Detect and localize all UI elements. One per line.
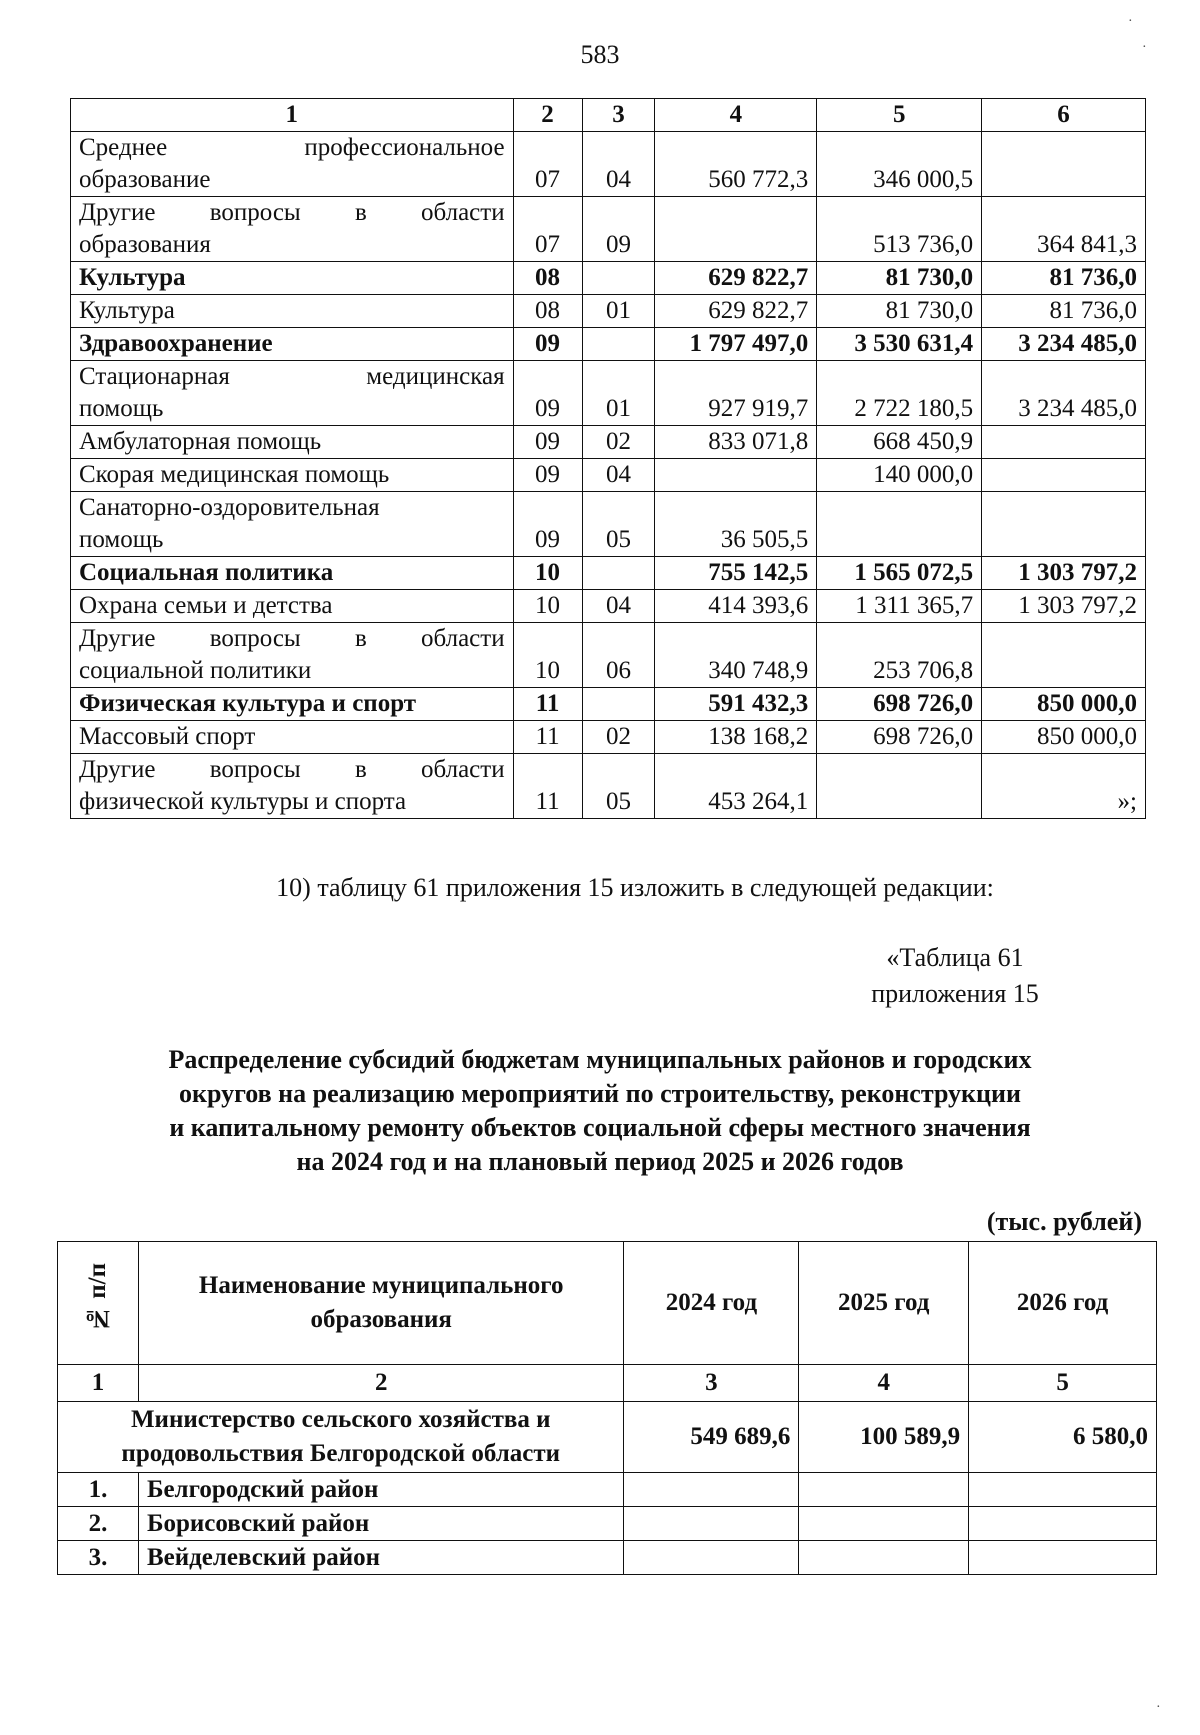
- ministry-2026: 6 580,0: [969, 1402, 1157, 1473]
- row-subsection-code: 01: [582, 361, 655, 426]
- district-value: [624, 1541, 799, 1575]
- row-value-col4: 414 393,6: [655, 590, 817, 623]
- row-section-code: 10: [513, 557, 582, 590]
- row-section-code: 11: [513, 754, 582, 819]
- table-row: [71, 492, 1146, 557]
- table-row: [71, 754, 1146, 819]
- annex-line: приложения 15: [871, 979, 1039, 1008]
- district-value: [624, 1507, 799, 1541]
- row-value-col4: 927 919,7: [655, 361, 817, 426]
- row-value-col6: [982, 492, 1146, 557]
- row-section-code: 07: [513, 197, 582, 262]
- row-subsection-code: 02: [582, 426, 655, 459]
- header-2024: 2024 год: [624, 1242, 799, 1365]
- annex-reference: [855, 940, 1055, 1012]
- district-value: [799, 1507, 969, 1541]
- column-number: 4: [799, 1365, 969, 1402]
- table-row: [71, 132, 1146, 197]
- row-value-col6: [982, 623, 1146, 688]
- row-name-line: Санаторно-оздоровительная: [79, 494, 380, 521]
- instruction-text: 10) таблицу 61 приложения 15 изложить в следующей редакции:: [276, 873, 994, 902]
- ministry-name-line: продовольствия Белгородской области: [121, 1440, 561, 1467]
- row-subsection-code: 05: [582, 754, 655, 819]
- row-value-col6: 3 234 485,0: [982, 328, 1146, 361]
- row-value-col5: 140 000,0: [817, 459, 982, 492]
- table-header-row: [71, 99, 1146, 132]
- scan-mark: ·: [1156, 1700, 1161, 1715]
- title-line: Распределение субсидий бюджетам муниципальных районов и городских: [168, 1045, 1032, 1074]
- table-row: [71, 361, 1146, 426]
- header-name-cell: [138, 1242, 624, 1365]
- row-name-line: Среднее профессиональное: [79, 134, 505, 161]
- row-value-col6: [982, 459, 1146, 492]
- row-value-col5: 2 722 180,5: [817, 361, 982, 426]
- row-name-line: Стационарная медицинская: [79, 363, 505, 390]
- table-row: [71, 197, 1146, 262]
- table-row: [71, 721, 1146, 754]
- row-section-code: 08: [513, 262, 582, 295]
- ministry-row: [58, 1402, 1157, 1473]
- row-subsection-code: [582, 328, 655, 361]
- row-section-code: 09: [513, 459, 582, 492]
- row-value-col4: [655, 459, 817, 492]
- district-name: Белгородский район: [138, 1473, 624, 1507]
- row-name: [71, 754, 514, 819]
- district-index: 3.: [58, 1541, 139, 1575]
- row-section-code: 11: [513, 688, 582, 721]
- row-name-line: образование: [79, 166, 211, 193]
- row-value-col5: 3 530 631,4: [817, 328, 982, 361]
- row-value-col4: 629 822,7: [655, 295, 817, 328]
- header-cell: 2: [513, 99, 582, 132]
- row-value-col5: 668 450,9: [817, 426, 982, 459]
- table-row: [71, 426, 1146, 459]
- row-name-line: социальной политики: [79, 657, 312, 684]
- row-name: Культура: [71, 295, 514, 328]
- row-name: Амбулаторная помощь: [71, 426, 514, 459]
- table-row: [71, 328, 1146, 361]
- district-row: [58, 1507, 1157, 1541]
- header-cell: 5: [817, 99, 982, 132]
- header-number-cell: [58, 1242, 139, 1365]
- row-subsection-code: 06: [582, 623, 655, 688]
- row-subsection-code: [582, 262, 655, 295]
- row-value-col6: 81 736,0: [982, 295, 1146, 328]
- row-value-col4: 591 432,3: [655, 688, 817, 721]
- row-section-code: 09: [513, 361, 582, 426]
- row-value-col4: 1 797 497,0: [655, 328, 817, 361]
- column-number-row: [58, 1365, 1157, 1402]
- row-value-col5: 513 736,0: [817, 197, 982, 262]
- row-name: [71, 197, 514, 262]
- row-value-col5: [817, 492, 982, 557]
- subsidy-table: [57, 1241, 1157, 1575]
- district-value: [799, 1473, 969, 1507]
- column-number: 5: [969, 1365, 1157, 1402]
- row-name: Здравоохранение: [71, 328, 514, 361]
- table-row: [71, 590, 1146, 623]
- table-row: [71, 557, 1146, 590]
- row-section-code: 10: [513, 590, 582, 623]
- row-subsection-code: 04: [582, 590, 655, 623]
- row-name: [71, 492, 514, 557]
- column-number: 1: [58, 1365, 139, 1402]
- row-value-col6: [982, 132, 1146, 197]
- title-line: на 2024 год и на плановый период 2025 и 2026 годов: [296, 1147, 904, 1176]
- district-row: [58, 1473, 1157, 1507]
- row-value-col4: 36 505,5: [655, 492, 817, 557]
- column-number: 3: [624, 1365, 799, 1402]
- row-subsection-code: 05: [582, 492, 655, 557]
- row-subsection-code: 09: [582, 197, 655, 262]
- table-row: [71, 623, 1146, 688]
- page-number: 583: [580, 40, 620, 69]
- row-name-line: Другие вопросы в области: [79, 756, 505, 783]
- row-value-col6: [982, 426, 1146, 459]
- ministry-2024: 549 689,6: [624, 1402, 799, 1473]
- row-value-col5: 698 726,0: [817, 688, 982, 721]
- row-value-col4: 629 822,7: [655, 262, 817, 295]
- row-value-col4: 453 264,1: [655, 754, 817, 819]
- district-value: [799, 1541, 969, 1575]
- header-number: № п/п: [83, 1263, 111, 1333]
- row-subsection-code: 04: [582, 132, 655, 197]
- table-row: [71, 688, 1146, 721]
- subsidy-header-row: [58, 1242, 1157, 1365]
- row-name: Скорая медицинская помощь: [71, 459, 514, 492]
- row-name: Массовый спорт: [71, 721, 514, 754]
- row-value-col6: »;: [982, 754, 1146, 819]
- row-value-col4: 560 772,3: [655, 132, 817, 197]
- row-value-col5: 1 565 072,5: [817, 557, 982, 590]
- row-subsection-code: [582, 688, 655, 721]
- row-value-col6: 3 234 485,0: [982, 361, 1146, 426]
- district-row: [58, 1541, 1157, 1575]
- annex-line: «Таблица 61: [886, 943, 1024, 972]
- row-section-code: 08: [513, 295, 582, 328]
- row-section-code: 09: [513, 426, 582, 459]
- district-value: [624, 1473, 799, 1507]
- row-value-col4: 138 168,2: [655, 721, 817, 754]
- row-subsection-code: [582, 557, 655, 590]
- row-section-code: 10: [513, 623, 582, 688]
- row-value-col6: 81 736,0: [982, 262, 1146, 295]
- row-name-line: помощь: [79, 526, 164, 553]
- row-name: Охрана семьи и детства: [71, 590, 514, 623]
- header-2025: 2025 год: [799, 1242, 969, 1365]
- scan-mark: ·: [1128, 14, 1133, 29]
- row-name: [71, 361, 514, 426]
- row-name: [71, 132, 514, 197]
- row-value-col5: 346 000,5: [817, 132, 982, 197]
- row-value-col5: [817, 754, 982, 819]
- row-name-line: помощь: [79, 395, 164, 422]
- district-name: Вейделевский район: [138, 1541, 624, 1575]
- row-value-col6: 1 303 797,2: [982, 590, 1146, 623]
- table-row: [71, 262, 1146, 295]
- row-value-col5: 1 311 365,7: [817, 590, 982, 623]
- row-section-code: 07: [513, 132, 582, 197]
- header-cell: 3: [582, 99, 655, 132]
- ministry-name: [58, 1402, 624, 1473]
- row-section-code: 11: [513, 721, 582, 754]
- row-subsection-code: 04: [582, 459, 655, 492]
- document-title: [110, 1043, 1090, 1179]
- row-section-code: 09: [513, 328, 582, 361]
- row-name: Социальная политика: [71, 557, 514, 590]
- row-section-code: 09: [513, 492, 582, 557]
- district-index: 1.: [58, 1473, 139, 1507]
- header-cell: 1: [71, 99, 514, 132]
- row-name: [71, 623, 514, 688]
- table-row: [71, 459, 1146, 492]
- header-name-line: Наименование муниципального: [198, 1272, 564, 1299]
- district-value: [969, 1507, 1157, 1541]
- column-number: 2: [138, 1365, 624, 1402]
- row-value-col6: 1 303 797,2: [982, 557, 1146, 590]
- row-value-col6: 850 000,0: [982, 688, 1146, 721]
- ministry-2025: 100 589,9: [799, 1402, 969, 1473]
- row-name-line: Другие вопросы в области: [79, 625, 505, 652]
- row-value-col5: 81 730,0: [817, 295, 982, 328]
- header-cell: 6: [982, 99, 1146, 132]
- row-subsection-code: 01: [582, 295, 655, 328]
- units-label: (тыс. рублей): [986, 1207, 1142, 1236]
- district-value: [969, 1473, 1157, 1507]
- row-value-col5: 81 730,0: [817, 262, 982, 295]
- row-value-col4: 755 142,5: [655, 557, 817, 590]
- row-name: Физическая культура и спорт: [71, 688, 514, 721]
- scan-mark: ·: [1142, 40, 1147, 55]
- row-name-line: образования: [79, 231, 211, 258]
- row-name-line: Другие вопросы в области: [79, 199, 505, 226]
- row-subsection-code: 02: [582, 721, 655, 754]
- ministry-name-line: Министерство сельского хозяйства и: [130, 1406, 551, 1433]
- row-value-col6: 364 841,3: [982, 197, 1146, 262]
- title-line: и капитальному ремонту объектов социальной сферы местного значения: [169, 1113, 1031, 1142]
- row-name: Культура: [71, 262, 514, 295]
- title-line: округов на реализацию мероприятий по строительству, реконструкции: [179, 1079, 1021, 1108]
- header-cell: 4: [655, 99, 817, 132]
- row-name-line: физической культуры и спорта: [79, 788, 407, 815]
- row-value-col4: 833 071,8: [655, 426, 817, 459]
- header-name-line: образования: [310, 1306, 452, 1333]
- row-value-col4: 340 748,9: [655, 623, 817, 688]
- budget-table: [70, 98, 1146, 819]
- row-value-col4: [655, 197, 817, 262]
- district-value: [969, 1541, 1157, 1575]
- district-name: Борисовский район: [138, 1507, 624, 1541]
- row-value-col5: 253 706,8: [817, 623, 982, 688]
- table-row: [71, 295, 1146, 328]
- district-index: 2.: [58, 1507, 139, 1541]
- header-2026: 2026 год: [969, 1242, 1157, 1365]
- row-value-col6: 850 000,0: [982, 721, 1146, 754]
- row-value-col5: 698 726,0: [817, 721, 982, 754]
